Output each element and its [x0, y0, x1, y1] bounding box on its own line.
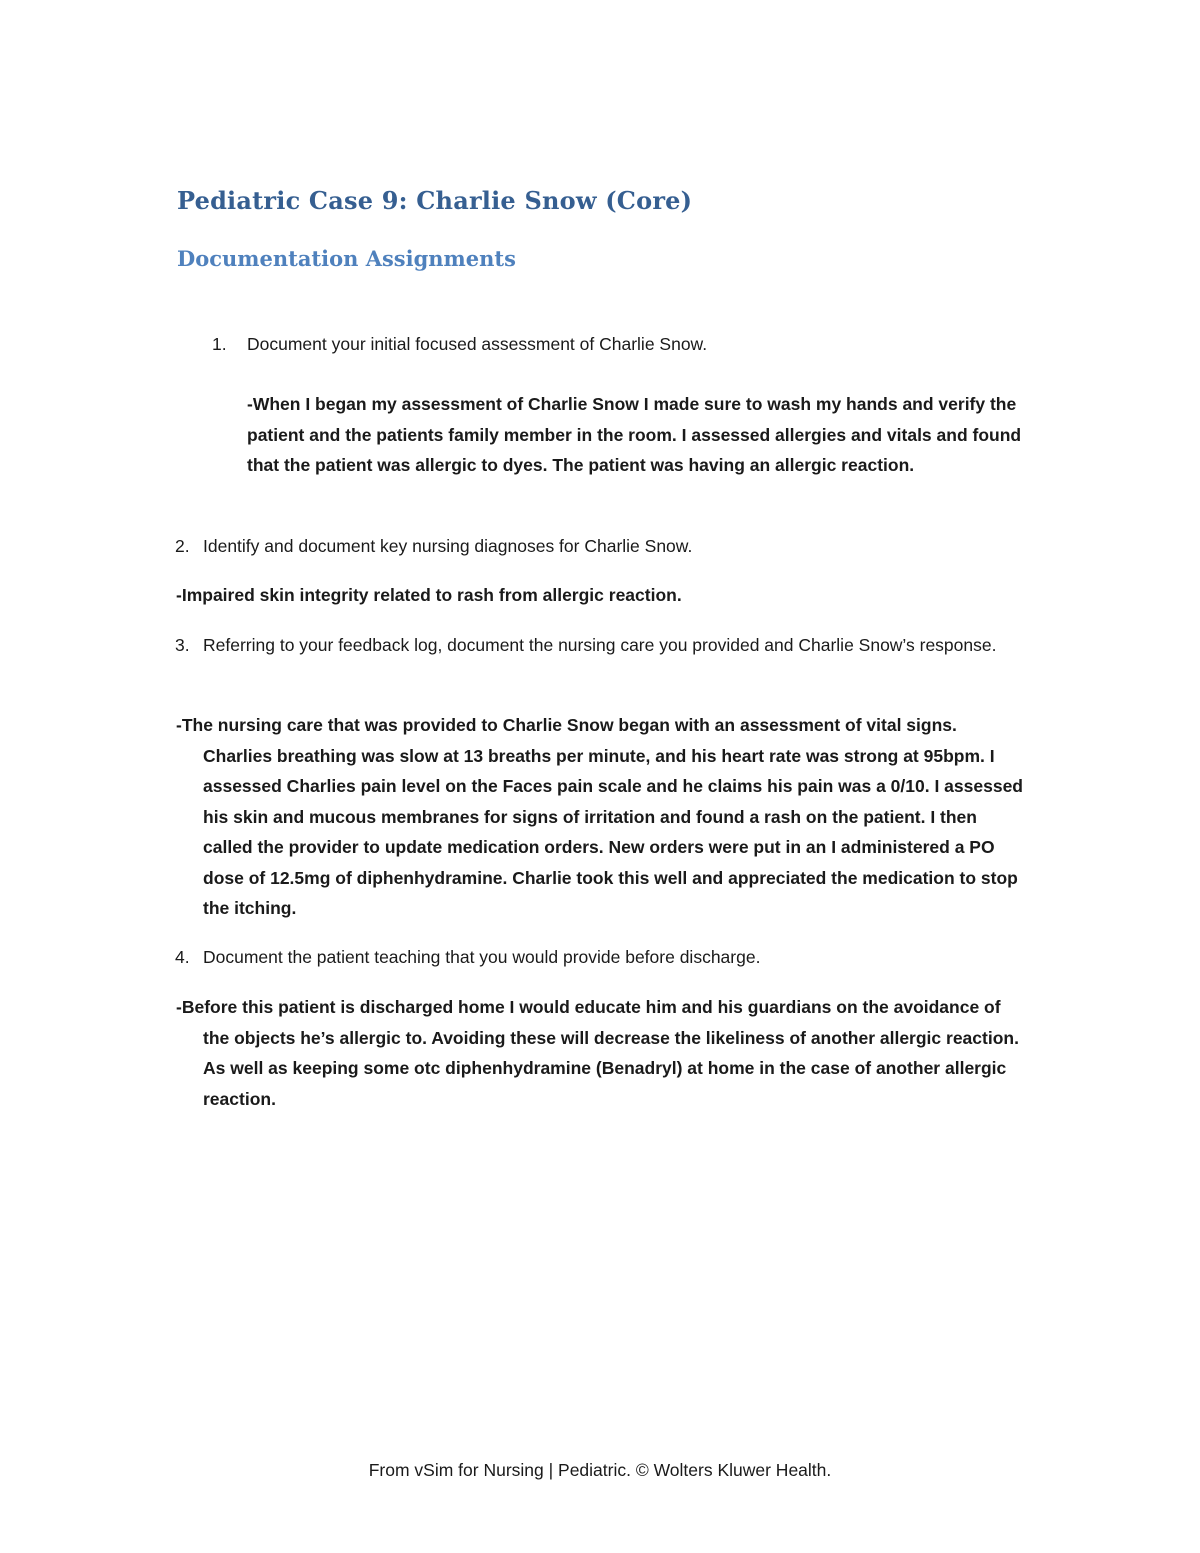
question-1-number: 1.: [212, 334, 227, 354]
question-3-number: 3.: [175, 635, 190, 655]
question-4-number: 4.: [175, 947, 190, 967]
question-4-text: Document the patient teaching that you would provide before discharge.: [203, 947, 761, 967]
answer-3: -The nursing care that was provided to Charlie Snow began with an assessment of vital signs. Charlies breathing was slow at 13 breaths per minute, and his heart rate was strong at 95bpm. I assessed Charlies pain level on the Faces pain scale and he claims his pain was a 0/10. I assessed his skin and mucous membranes for signs of irritation and found a rash on the patient. I then called the provider to update medication orders. New orders were put in an I administered a PO dose of 12.5mg of diphenhydramine. Charlie took this well and appreciated the medication to stop the itching.: [176, 715, 1023, 918]
question-3-text: Referring to your feedback log, document the nursing care you provided and Charlie Snow’s response.: [203, 635, 997, 655]
question-3: [175, 630, 1018, 661]
question-2-text: Identify and document key nursing diagnoses for Charlie Snow.: [203, 536, 693, 556]
answer-2: -Impaired skin integrity related to rash from allergic reaction.: [176, 585, 682, 605]
question-2-number: 2.: [175, 536, 190, 556]
question-4: [175, 942, 1023, 973]
document-subtitle: Documentation Assignments: [177, 246, 516, 271]
answer-4: -Before this patient is discharged home I would educate him and his guardians on the avoidance of the objects he’s allergic to. Avoiding these will decrease the likeliness of another allergic reaction. As well as keeping some otc diphenhydramine (Benadryl) at home in the case of another allergic reaction.: [176, 997, 1019, 1109]
question-1-text: Document your initial focused assessment of Charlie Snow.: [247, 334, 708, 354]
question-2: [175, 531, 1023, 562]
answer-1: -When I began my assessment of Charlie Snow I made sure to wash my hands and verify the patient and the patients family member in the room. I assessed allergies and vitals and found that the patient was allergic to dyes. The patient was having an allergic reaction.: [247, 394, 1022, 475]
question-1: [212, 329, 1047, 360]
document-title: Pediatric Case 9: Charlie Snow (Core): [177, 186, 693, 215]
page-footer: From vSim for Nursing | Pediatric. © Wolters Kluwer Health.: [368, 1460, 832, 1480]
